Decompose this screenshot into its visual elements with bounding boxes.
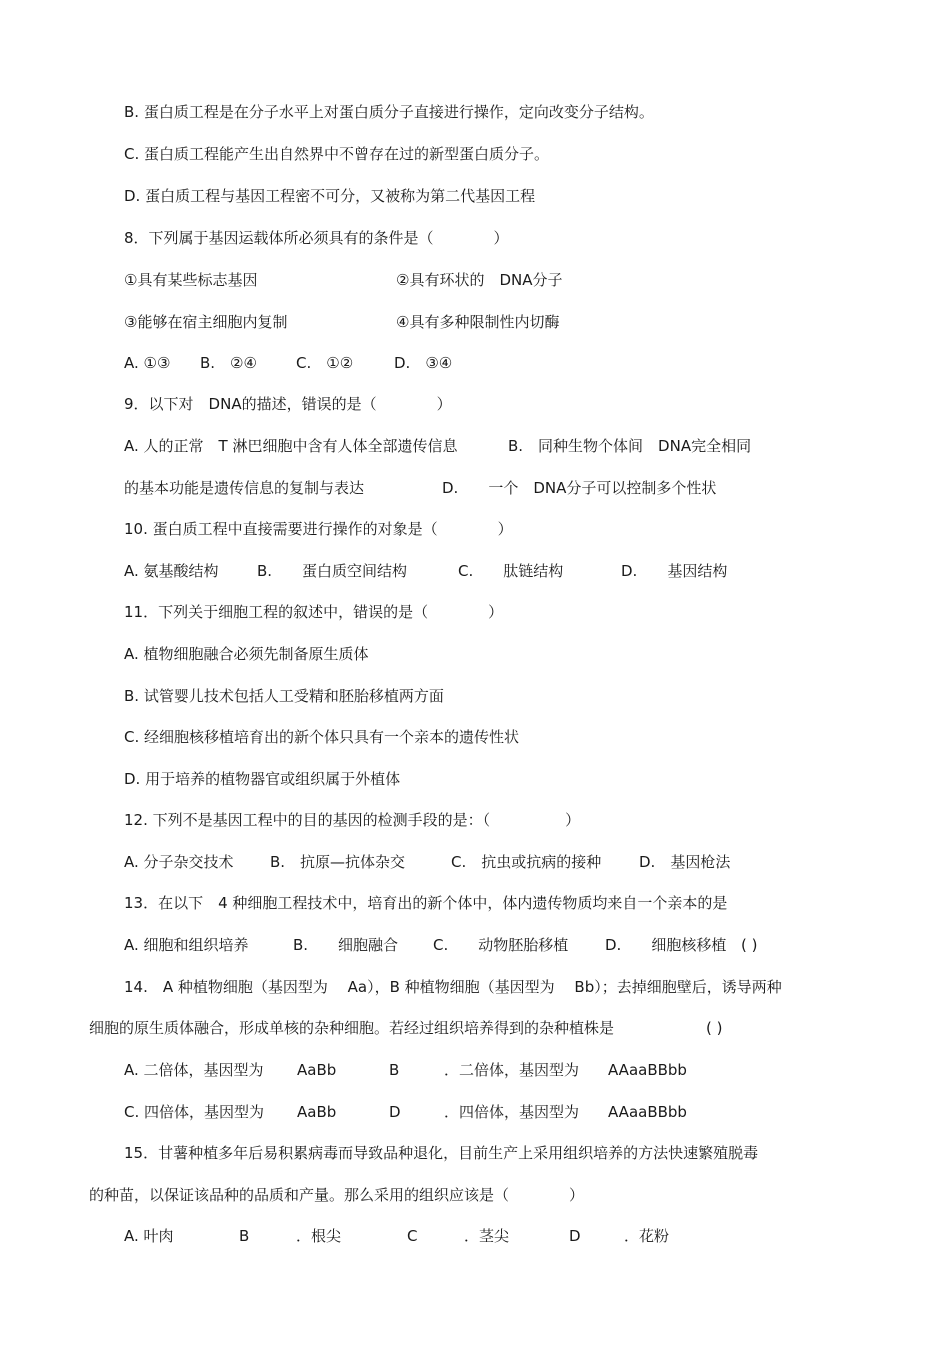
q14-stem-line2-text: 细胞的原生质体融合，形成单核的杂种细胞。若经过组织培养得到的杂种植株是 xyxy=(89,1019,615,1037)
q14-option-a-genotype: AaBb xyxy=(297,1061,337,1079)
q13-option-b: B. 细胞融合 xyxy=(293,936,399,954)
q12-option-c: C. 抗虫或抗病的接种 xyxy=(451,853,602,871)
q11-stem-text: 11．下列关于细胞工程的叙述中，错误的是（ ） xyxy=(124,603,504,621)
q8-option-b: B. ②④ xyxy=(200,354,257,372)
q7-option-c-text: C. 蛋白质工程能产生出自然界中不曾存在过的新型蛋白质分子。 xyxy=(124,145,550,163)
q10-option-b: B. 蛋白质空间结构 xyxy=(257,562,408,580)
q12-option-b: B. 抗原—抗体杂交 xyxy=(270,853,406,871)
q9-option-b: B. 同种生物个体间 DNA完全相同 xyxy=(508,437,752,455)
q9-option-c: 的基本功能是遗传信息的复制与表达 xyxy=(124,479,365,497)
q9-option-d: D. 一个 DNA分子可以控制多个性状 xyxy=(442,479,717,497)
q14-answer-paren: ( ) xyxy=(706,1019,723,1037)
q8-stem-text: 8．下列属于基因运载体所必须具有的条件是（ ） xyxy=(124,229,509,247)
q13-option-a: A. 细胞和组织培养 xyxy=(124,936,249,954)
q15-stem-line1-text: 15．甘薯种植多年后易积累病毒而导致品种退化，目前生产上采用组织培养的方法快速繁殖脱毒 xyxy=(124,1144,759,1162)
q8-option-a: A. ①③ xyxy=(124,354,171,372)
q15-option-b-label: B xyxy=(239,1227,250,1245)
q7-option-d-text: D. 蛋白质工程与基因工程密不可分，又被称为第二代基因工程 xyxy=(124,187,536,205)
q15-stem-line2-text: 的种苗，以保证该品种的品质和产量。那么采用的组织应该是（ ） xyxy=(89,1186,585,1204)
q15-option-d-text: ．花粉 xyxy=(624,1227,670,1245)
q8-option-d: D. ③④ xyxy=(394,354,453,372)
q15-option-c-text: ．茎尖 xyxy=(464,1227,510,1245)
q14-option-b-text: ．二倍体，基因型为 xyxy=(444,1061,580,1079)
q8-item-4: ④具有多种限制性内切酶 xyxy=(396,313,560,331)
q11-option-c-text: C. 经细胞核移植培育出的新个体只具有一个亲本的遗传性状 xyxy=(124,728,520,746)
q10-option-a: A. 氨基酸结构 xyxy=(124,562,219,580)
q15-option-d-label: D xyxy=(569,1227,581,1245)
q14-stem-line1-text: 14. A 种植物细胞（基因型为 Aa），B 种植物细胞（基因型为 Bb）；去掉细胞壁后，诱导两种 xyxy=(124,978,782,996)
q14-option-c-genotype: AaBb xyxy=(297,1103,337,1121)
q13-option-d: D. 细胞核移植 xyxy=(605,936,727,954)
q15-option-c-label: C xyxy=(407,1227,418,1245)
q8-item-3: ③能够在宿主细胞内复制 xyxy=(124,313,288,331)
q10-stem-text: 10. 蛋白质工程中直接需要进行操作的对象是（ ） xyxy=(124,520,513,538)
q10-option-c: C. 肽链结构 xyxy=(458,562,564,580)
q12-option-d: D. 基因枪法 xyxy=(639,853,731,871)
q8-option-c: C. ①② xyxy=(296,354,354,372)
q13-option-c: C. 动物胚胎移植 xyxy=(433,936,569,954)
q11-option-d-text: D. 用于培养的植物器官或组织属于外植体 xyxy=(124,770,401,788)
q13-answer-paren: ( ) xyxy=(741,936,758,954)
q13-stem-text: 13．在以下 4 种细胞工程技术中，培育出的新个体中，体内遗传物质均来自一个亲本的是 xyxy=(124,894,728,912)
q8-item-2: ②具有环状的 DNA分子 xyxy=(396,271,563,289)
q14-option-c-label: C. 四倍体，基因型为 xyxy=(124,1103,265,1121)
q14-option-d-label: D xyxy=(389,1103,401,1121)
q11-option-a-text: A. 植物细胞融合必须先制备原生质体 xyxy=(124,645,369,663)
q14-option-a-label: A. 二倍体，基因型为 xyxy=(124,1061,264,1079)
q8-item-1: ①具有某些标志基因 xyxy=(124,271,258,289)
q14-option-b-genotype: AAaaBBbb xyxy=(608,1061,687,1079)
q9-stem-text: 9．以下对 DNA的描述，错误的是（ ） xyxy=(124,395,452,413)
q14-option-d-genotype: AAaaBBbb xyxy=(608,1103,687,1121)
q10-option-d: D. 基因结构 xyxy=(621,562,728,580)
q15-option-a: A. 叶肉 xyxy=(124,1227,174,1245)
q7-option-b-text: B. 蛋白质工程是在分子水平上对蛋白质分子直接进行操作，定向改变分子结构。 xyxy=(124,103,654,121)
q14-option-d-text: ．四倍体，基因型为 xyxy=(444,1103,580,1121)
q9-option-a: A. 人的正常 T 淋巴细胞中含有人体全部遗传信息 xyxy=(124,437,458,455)
q11-option-b-text: B. 试管婴儿技术包括人工受精和胚胎移植两方面 xyxy=(124,687,444,705)
q12-stem-text: 12. 下列不是基因工程中的目的基因的检测手段的是：（ ） xyxy=(124,811,581,829)
q14-option-b-label: B xyxy=(389,1061,400,1079)
q12-option-a: A. 分子杂交技术 xyxy=(124,853,234,871)
q15-option-b-text: ．根尖 xyxy=(296,1227,342,1245)
